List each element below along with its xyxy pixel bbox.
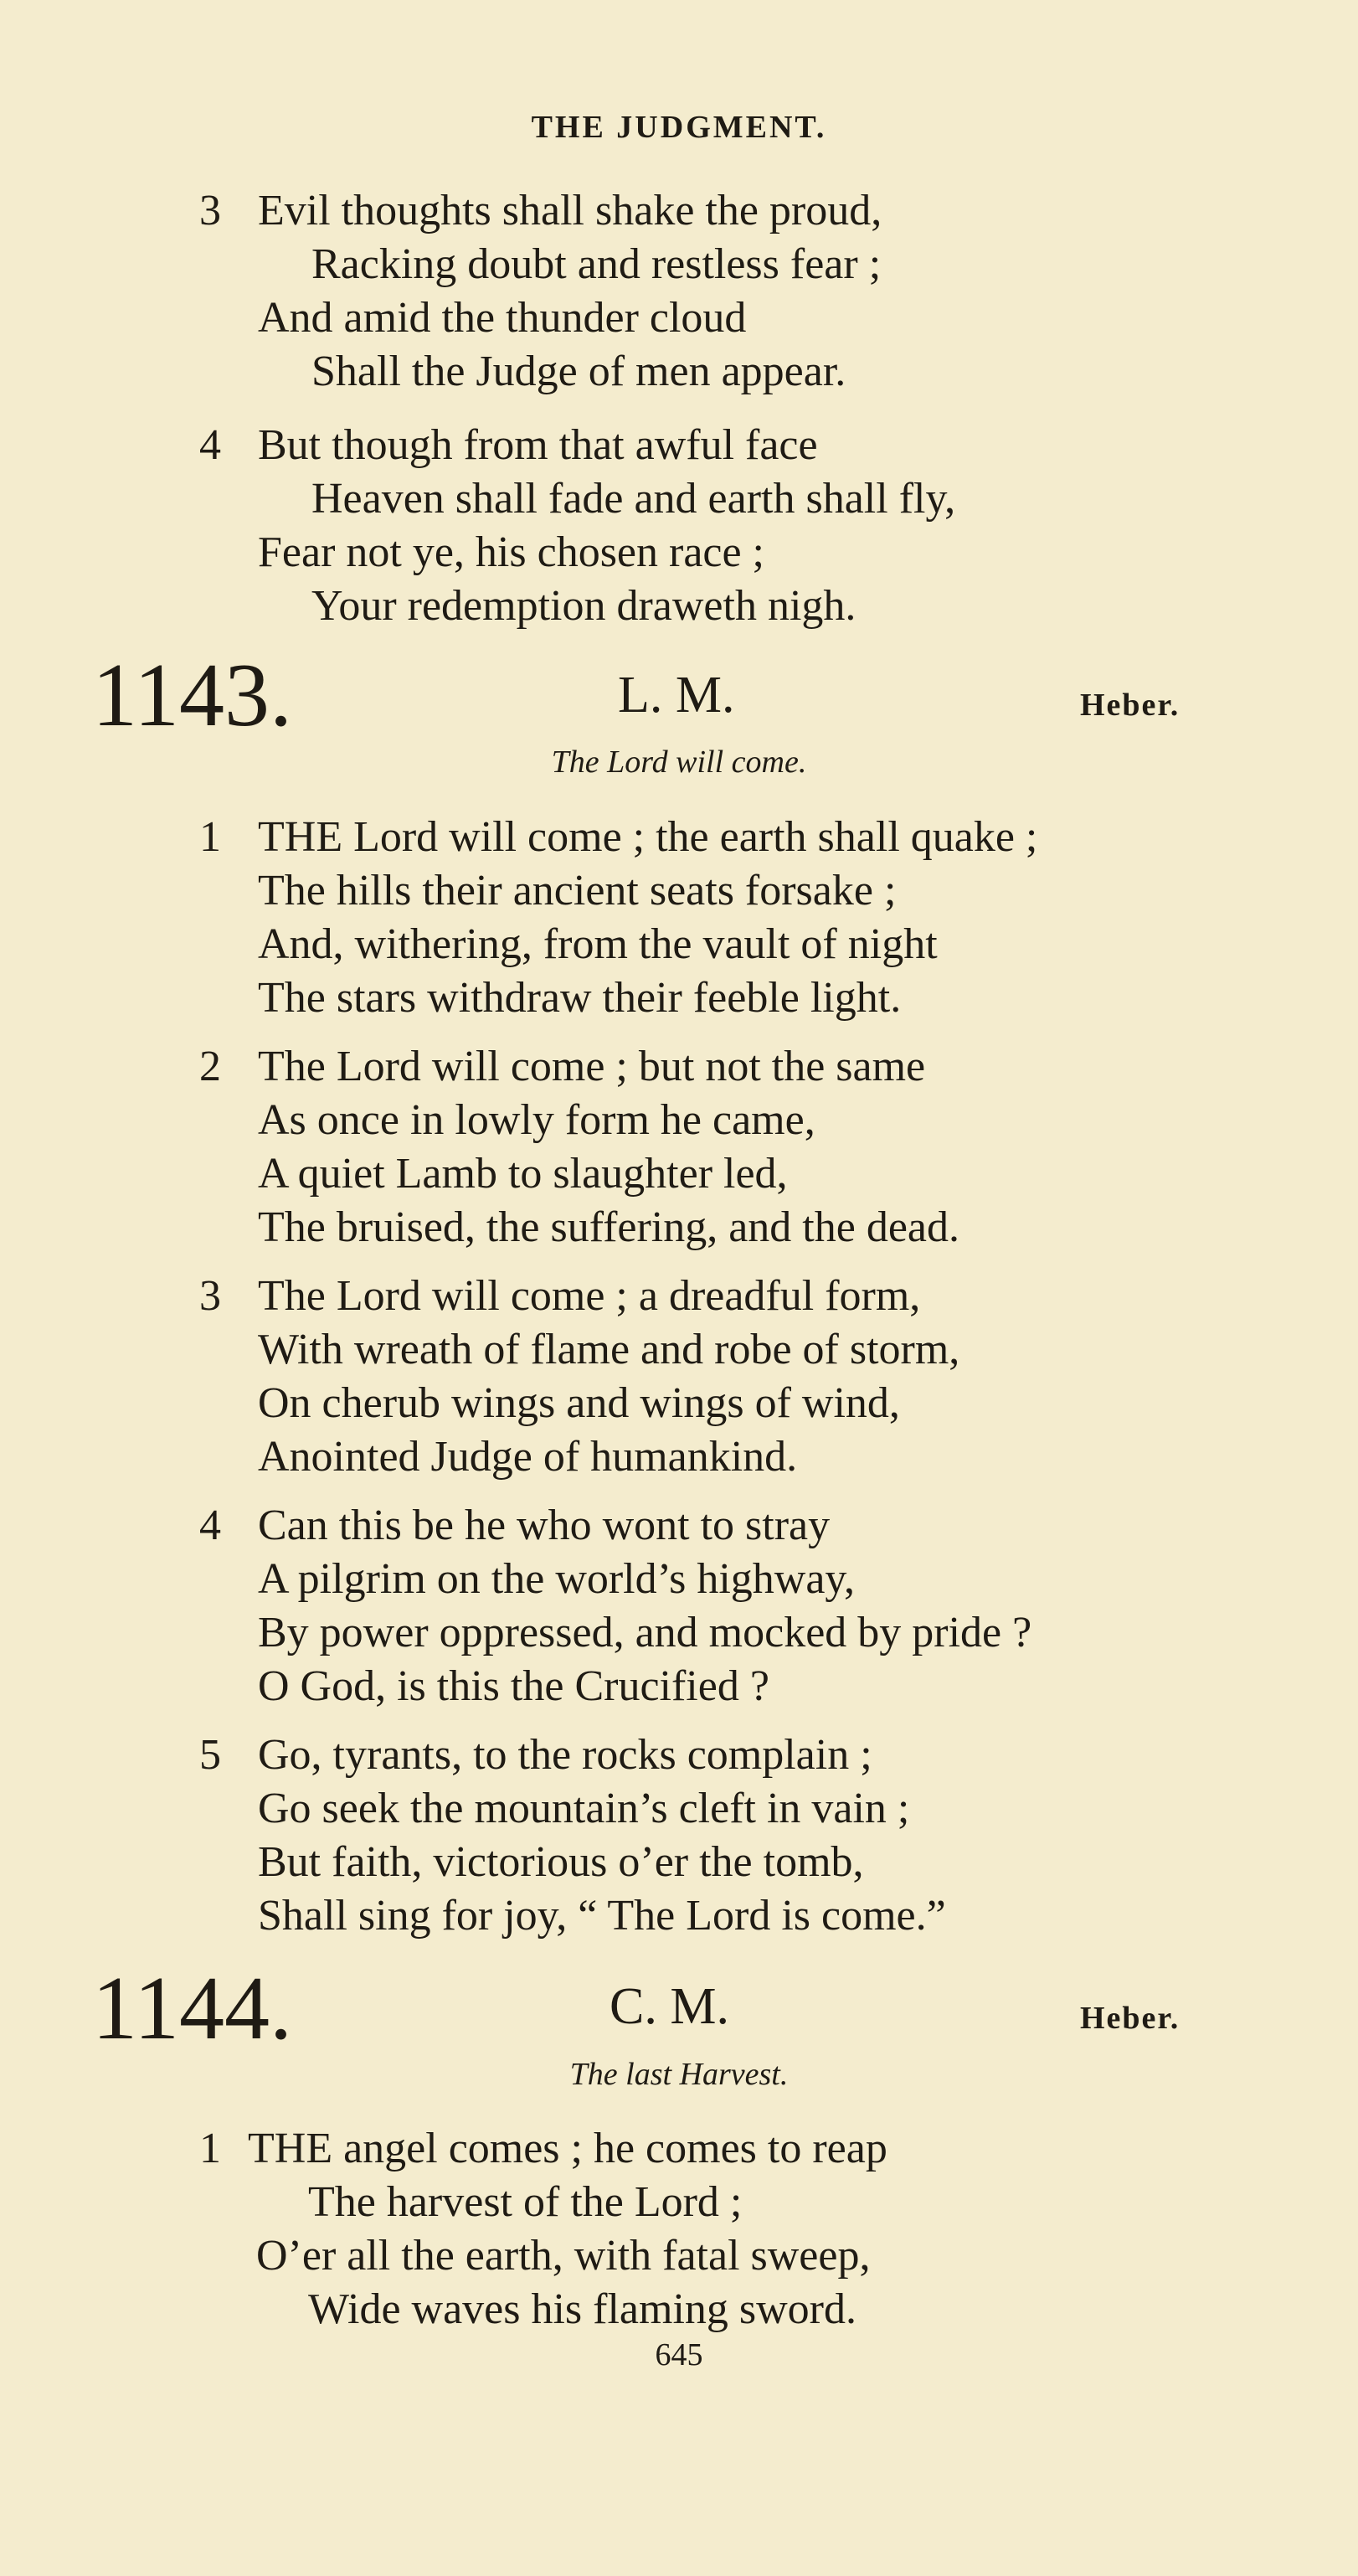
verse-line: Anointed Judge of humankind. — [258, 1433, 798, 1481]
verse-line: Go, tyrants, to the rocks complain ; — [258, 1731, 872, 1779]
verse-line: THE angel comes ; he comes to reap — [248, 2125, 887, 2172]
verse-line: THE Lord will come ; the earth shall quake ; — [258, 813, 1038, 861]
verse-line: Shall sing for joy, “ The Lord is come.” — [258, 1892, 946, 1940]
verse-line: Wide waves his flaming sword. — [308, 2285, 857, 2333]
verse-line: On cherub wings and wings of wind, — [258, 1379, 900, 1427]
verse-line: Racking doubt and restless fear ; — [311, 240, 882, 288]
verse-line: Go seek the mountain’s cleft in vain ; — [258, 1785, 910, 1832]
verse-line: O God, is this the Crucified ? — [258, 1662, 769, 1710]
verse-line: Fear not ye, his chosen race ; — [258, 528, 765, 576]
stanza-number: 4 — [199, 1502, 221, 1549]
hymn-number: 1144. — [92, 1959, 292, 2058]
hymn-title: The Lord will come. — [551, 744, 807, 780]
verse-line: Evil thoughts shall shake the proud, — [258, 187, 882, 234]
verse-line: Shall the Judge of men appear. — [311, 348, 846, 395]
verse-line: A quiet Lamb to slaughter led, — [258, 1150, 788, 1198]
stanza-number: 3 — [199, 1272, 221, 1320]
verse-line: And, withering, from the vault of night — [258, 920, 938, 968]
verse-line: The Lord will come ; but not the same — [258, 1043, 926, 1090]
page-number: 645 — [655, 2337, 703, 2372]
verse-line: By power oppressed, and mocked by pride ? — [258, 1609, 1032, 1656]
hymn-number: 1143. — [92, 646, 292, 745]
stanza-number: 1 — [199, 2125, 221, 2172]
stanza-number: 3 — [199, 187, 221, 234]
verse-line: Heaven shall fade and earth shall fly, — [311, 475, 956, 523]
verse-line: The hills their ancient seats forsake ; — [258, 867, 897, 914]
hymn-meter: L. M. — [618, 667, 735, 724]
hymn-meter: C. M. — [610, 1978, 729, 2035]
verse-line: But faith, victorious o’er the tomb, — [258, 1838, 864, 1886]
stanza-number: 2 — [199, 1043, 221, 1090]
verse-line: The stars withdraw their feeble light. — [258, 974, 902, 1022]
verse-line: As once in lowly form he came, — [258, 1096, 815, 1144]
verse-line: The bruised, the suffering, and the dead. — [258, 1203, 959, 1251]
verse-line: Your redemption draweth nigh. — [311, 582, 856, 630]
verse-line: And amid the thunder cloud — [258, 294, 747, 342]
stanza-number: 1 — [199, 813, 221, 861]
verse-line: But though from that awful face — [258, 421, 818, 469]
hymn-title: The last Harvest. — [569, 2057, 789, 2092]
stanza-number: 5 — [199, 1731, 221, 1779]
hymn-author: Heber. — [1080, 688, 1181, 723]
running-head: THE JUDGMENT. — [531, 110, 827, 145]
stanza-number: 4 — [199, 421, 221, 469]
verse-line: The Lord will come ; a dreadful form, — [258, 1272, 921, 1320]
verse-line: With wreath of flame and robe of storm, — [258, 1326, 960, 1373]
verse-line: The harvest of the Lord ; — [308, 2178, 743, 2226]
verse-line: A pilgrim on the world’s highway, — [258, 1555, 856, 1603]
verse-line: Can this be he who wont to stray — [258, 1502, 831, 1549]
hymn-author: Heber. — [1080, 2001, 1181, 2036]
verse-line: O’er all the earth, with fatal sweep, — [256, 2232, 871, 2280]
